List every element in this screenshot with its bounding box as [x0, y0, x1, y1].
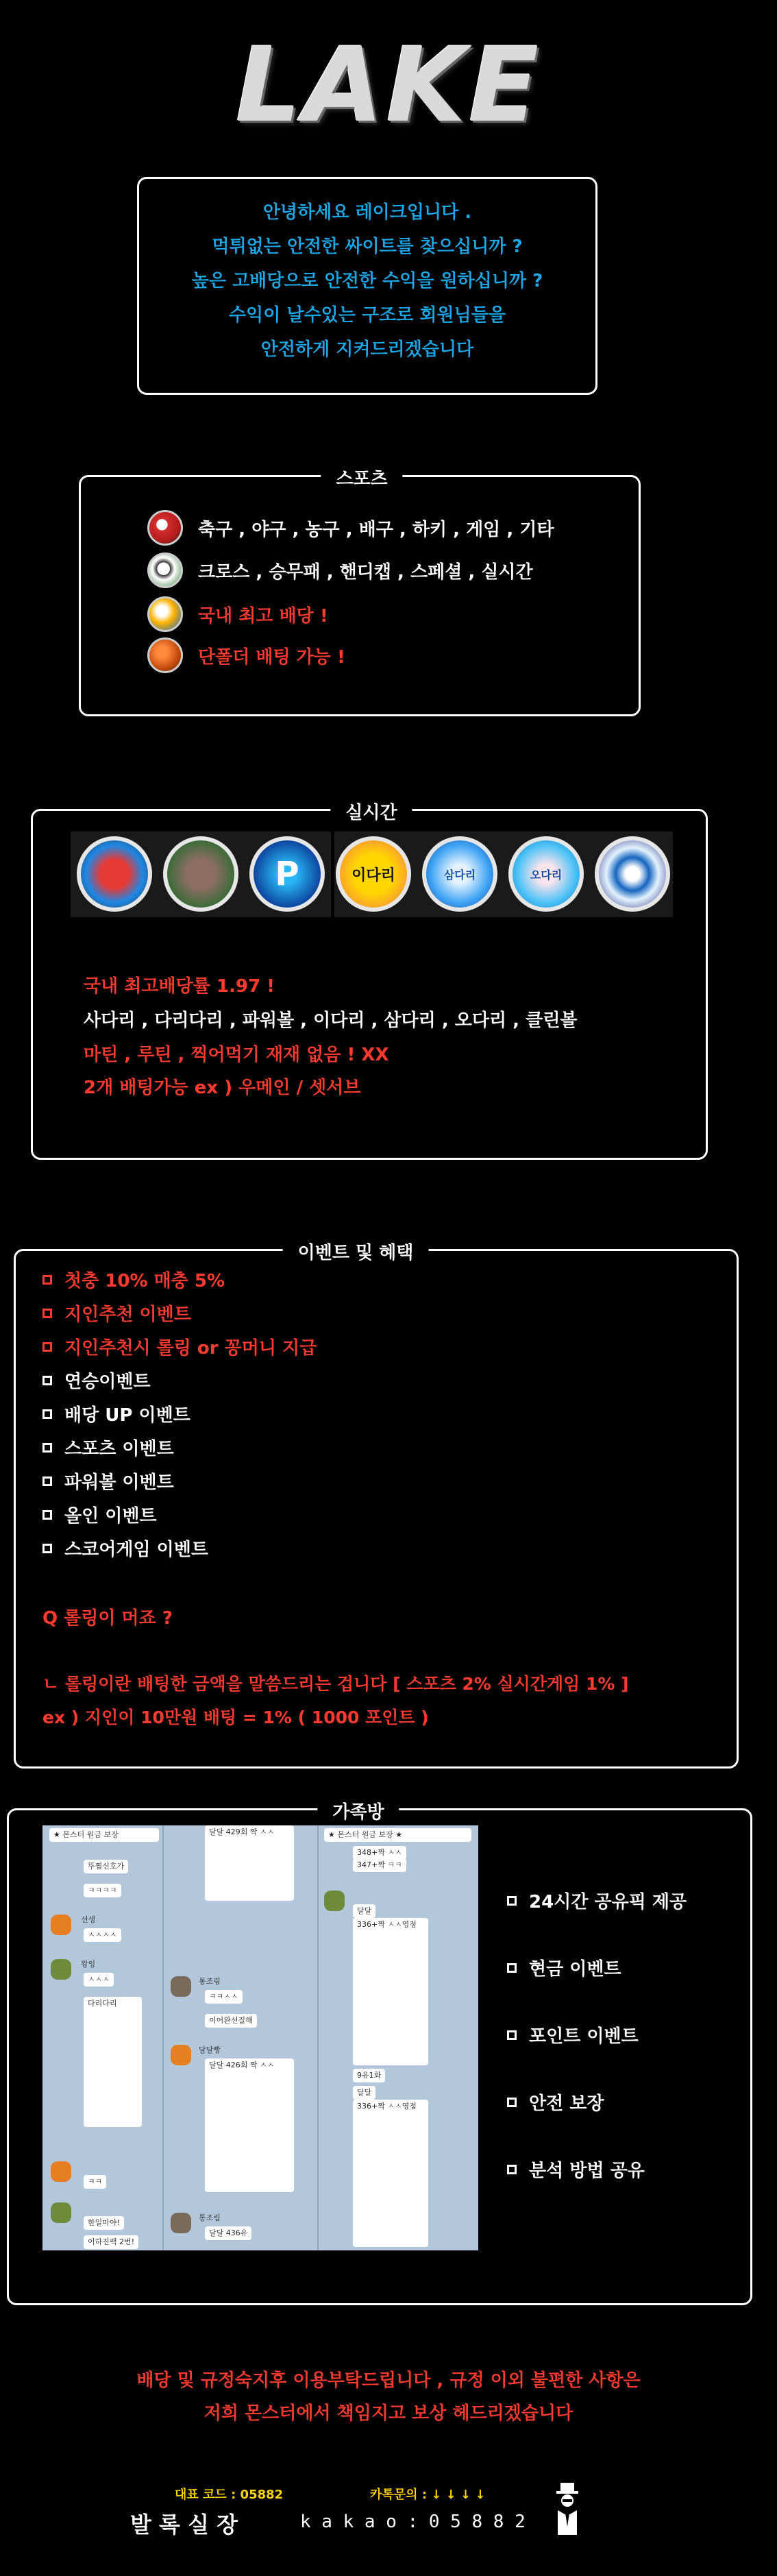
avatar	[51, 1915, 71, 1935]
footer-notice: 배당 및 규정숙지후 이용부탁드립니다 , 규정 이외 불편한 사항은	[136, 2370, 641, 2391]
chat-name: 선생	[81, 1915, 96, 1924]
chat-bubble: 달달 426회 짝 ㅅㅅ	[205, 2058, 294, 2192]
odari-icon[interactable]: 오다리	[508, 836, 584, 912]
dari-dari-icon[interactable]	[163, 836, 238, 912]
sports-row	[147, 596, 328, 632]
intro-line: 안전하게 지켜드리겠습니다	[260, 339, 474, 360]
code-label: 대표 코드 : 05882	[175, 2488, 284, 2502]
chat-column	[319, 1825, 478, 2250]
chat-bubble: 336+짝 ㅅㅅ영점	[353, 2100, 428, 2247]
bullet-square-icon	[507, 2098, 517, 2107]
footer-notice: 저희 몬스터에서 책임지고 보상 헤드리겠습니다	[204, 2403, 574, 2424]
bullet-square-icon	[507, 1963, 517, 1973]
family-item: 포인트 이벤트	[507, 2022, 639, 2048]
chat-bubble: 347+짝 ㅋㅋ	[353, 1858, 406, 1872]
avatar	[171, 1976, 191, 1997]
intro-box	[137, 177, 597, 395]
family-item: 안전 보장	[507, 2089, 604, 2115]
chat-bubble: 9유1화	[353, 2069, 385, 2082]
chat-bubble: 336+짝 ㅅㅅ영점	[353, 1918, 428, 2065]
chat-bubble: ㅅㅅㅅㅅ	[84, 1928, 121, 1942]
intro-line: 안녕하세요 레이크입니다 .	[262, 202, 472, 223]
samdari-icon[interactable]: 삼다리	[422, 836, 497, 912]
family-item: 현금 이벤트	[507, 1955, 621, 1980]
chat-bubble: 348+짝 ㅅㅅ	[353, 1846, 406, 1860]
ladder-game-icon[interactable]	[77, 836, 152, 912]
bullet-square-icon	[42, 1477, 52, 1486]
bullet-square-icon	[42, 1309, 52, 1318]
sports-row	[147, 637, 345, 673]
bullet-square-icon	[42, 1510, 52, 1520]
bullet-square-icon	[42, 1376, 52, 1385]
lake-logo: LAKE	[235, 26, 542, 145]
realtime-line: 사다리 , 다리다리 , 파워볼 , 이다리 , 삼다리 , 오다리 , 클린볼	[84, 1010, 578, 1031]
event-item: 스코어게임 이벤트	[42, 1535, 208, 1561]
family-item: 24시간 공유픽 제공	[507, 1888, 687, 1913]
event-item: 스포츠 이벤트	[42, 1435, 174, 1460]
bullet-square-icon	[42, 1409, 52, 1419]
chat-bubble: 달달	[353, 1904, 375, 1918]
realtime-line: 2개 배팅가능 ex ) 우메인 / 셋서브	[84, 1078, 361, 1098]
chat-screenshot	[42, 1825, 478, 2250]
chat-bubble: 달달 429회 짝 ㅅㅅ	[205, 1825, 294, 1901]
rolling-answer: ㄴ 롤링이란 배팅한 금액을 말씀드리는 겁니다 [ 스포츠 2% 실시간게임 1% ]	[42, 1674, 629, 1694]
event-item: 파워볼 이벤트	[42, 1468, 174, 1494]
avatar	[51, 1959, 71, 1980]
chat-name: 달달빵	[199, 2045, 221, 2054]
chat-bubble: ㅋㅋㅋㅋ	[84, 1884, 121, 1897]
chat-bubble: 뚜찜신호가	[84, 1860, 128, 1873]
sports-row	[147, 552, 533, 588]
family-title: 가족방	[317, 1798, 399, 1823]
sports-row-text: 크로스 , 승무패 , 핸디캡 , 스페셜 , 실시간	[198, 561, 533, 583]
chat-bubble: 다리다리	[84, 1997, 142, 2127]
sports-row	[147, 510, 554, 546]
brand-name: 발 록 실 장	[130, 2512, 238, 2538]
baseball-icon	[147, 510, 183, 546]
realtime-line: 국내 최고배당률 1.97 !	[84, 976, 275, 997]
bullet-square-icon	[507, 2030, 517, 2040]
volleyball-icon	[147, 596, 183, 632]
chat-bubble: 달달 436유	[205, 2226, 251, 2240]
realtime-title: 실시간	[330, 799, 412, 824]
chat-bubble: ㅋㅋ	[84, 2175, 106, 2189]
event-item: 연승이벤트	[42, 1368, 151, 1393]
sports-row-text: 단폴더 배팅 가능 !	[198, 646, 345, 668]
avatar	[324, 1891, 345, 1911]
avatar	[51, 2202, 71, 2223]
clean-bet-icon[interactable]	[595, 836, 670, 912]
intro-line: 수익이 날수있는 구조로 회원님들을	[229, 305, 506, 326]
chat-name: 왕잉	[81, 1960, 96, 1969]
chat-bubble: 달달	[353, 2086, 375, 2100]
avatar	[171, 2213, 191, 2233]
chat-column	[164, 1825, 319, 2250]
gentleman-icon	[555, 2483, 580, 2535]
bullet-square-icon	[42, 1443, 52, 1453]
event-item: 지인추천시 롤링 or 꽁머니 지급	[42, 1334, 317, 1359]
bullet-square-icon	[42, 1275, 52, 1285]
chat-header: ★ 몬스터 원금 보장 ★	[324, 1828, 471, 1842]
rolling-example: ex ) 지인이 10만원 배팅 = 1% ( 1000 포인트 )	[42, 1708, 429, 1727]
chat-name: 통조림	[199, 2213, 221, 2222]
powerball-icon[interactable]: P	[249, 836, 325, 912]
realtime-line: 마틴 , 루틴 , 찍어먹기 재재 없음 ! XX	[84, 1045, 389, 1065]
bullet-square-icon	[42, 1544, 52, 1553]
event-item: 지인추천 이벤트	[42, 1300, 191, 1326]
idari-icon[interactable]: 이다리	[336, 836, 411, 912]
chat-bubble: 이하진팩 2번!	[84, 2235, 138, 2249]
rolling-question: Q 롤링이 머죠 ?	[42, 1608, 173, 1629]
bullet-square-icon	[507, 2165, 517, 2174]
event-item: 올인 이벤트	[42, 1502, 157, 1527]
sports-row-text: 축구 , 야구 , 농구 , 배구 , 하키 , 게임 , 기타	[198, 519, 554, 540]
basketball-icon	[147, 637, 183, 673]
sports-title: 스포츠	[321, 465, 402, 490]
bullet-square-icon	[507, 1896, 517, 1906]
chat-bubble: ㅅㅅㅅ	[84, 1973, 114, 1986]
family-item: 분석 방법 공유	[507, 2156, 645, 2182]
intro-line: 높은 고배당으로 안전한 수익을 원하십니까 ?	[191, 271, 543, 291]
kakao-id[interactable]: k a k a o : 0 5 8 8 2	[300, 2512, 526, 2532]
chat-bubble: 한일마야!	[84, 2216, 124, 2230]
soccer-ball-icon	[147, 552, 183, 588]
chat-column	[42, 1825, 164, 2250]
kakao-label: 카톡문의 : ↓ ↓ ↓ ↓	[370, 2488, 486, 2502]
avatar	[171, 2045, 191, 2065]
bullet-square-icon	[42, 1342, 52, 1352]
event-item: 배당 UP 이벤트	[42, 1401, 190, 1426]
chat-bubble: 이어완선질해	[205, 2014, 257, 2028]
chat-name: 통조림	[199, 1977, 221, 1986]
chat-bubble: ㅋㅋㅅㅅ	[205, 1990, 243, 2004]
avatar	[51, 2161, 71, 2182]
event-item: 첫충 10% 매충 5%	[42, 1267, 225, 1292]
events-title: 이벤트 및 혜택	[283, 1239, 429, 1264]
chat-header: ★ 몬스터 원금 보장	[49, 1828, 159, 1842]
intro-line: 먹튀없는 안전한 싸이트를 찾으십니까 ?	[212, 236, 523, 257]
sports-row-text: 국내 최고 배당 !	[198, 605, 328, 627]
